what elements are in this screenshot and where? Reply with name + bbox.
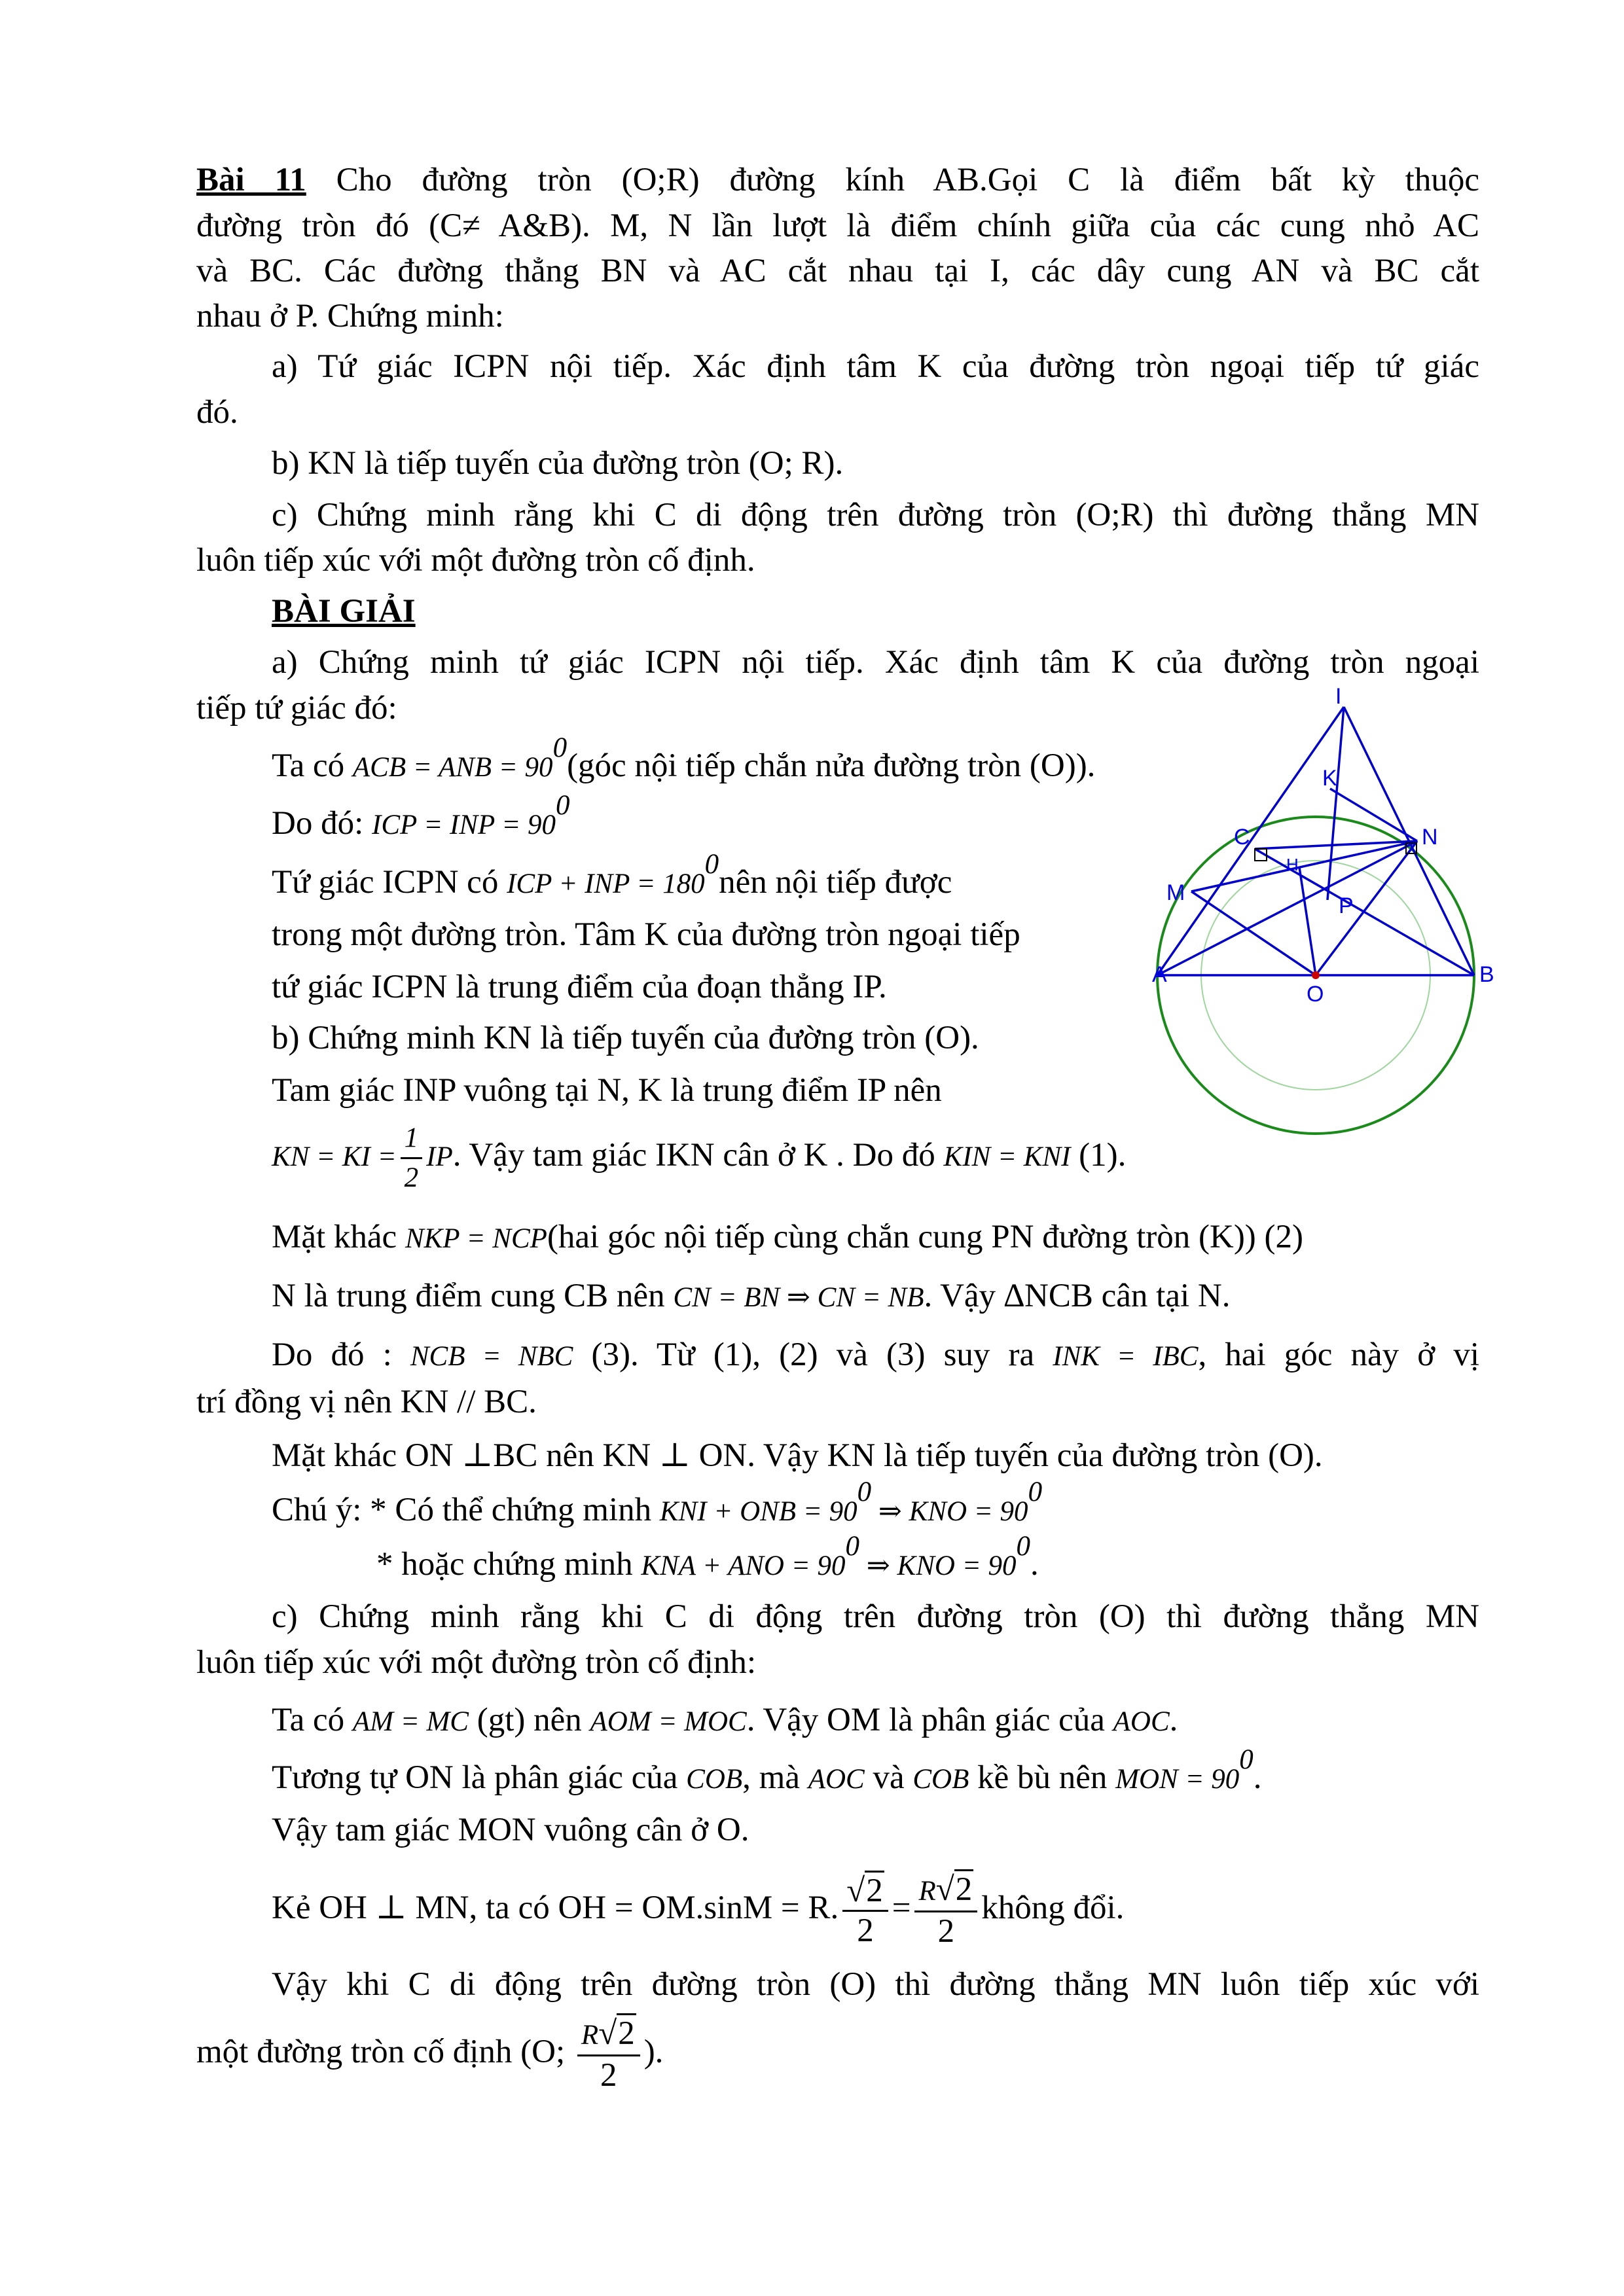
fraction-one-half: $\frac{1}{2}$ (401, 1119, 423, 1197)
step-parallel: trí đồng vị nên KN // BC. (196, 1384, 537, 1420)
step-inp: Tam giác INP vuông tại N, K là trung điểm IP nên (272, 1072, 942, 1109)
fraction-radius: $\frac{R√2}{2}$ (577, 2015, 640, 2094)
problem-line-3: và BC. Các đường thẳng BN và AC cắt nhau tại I, các dây cung AN và BC cắt (196, 253, 1479, 289)
conclusion-1: Vậy khi C di động trên đường tròn (O) thì đường thẳng MN luôn tiếp xúc với (272, 1966, 1479, 2003)
step-center: tứ giác ICPN là trung điểm của đoạn thẳng IP. (272, 969, 887, 1005)
step-on-bisector: Tương tự ON là phân giác của COB, mà AOC và COB kề bù nên MON = $90^0$. (272, 1744, 1262, 1796)
problem-line-4: nhau ở P. Chứng minh: (196, 298, 504, 334)
solution-heading (272, 592, 1479, 631)
note-2: * hoặc chứng minh KNA + ANO = $90^0$ ⇒ KNO = $90^0$. (376, 1530, 1039, 1583)
step-mon: Vậy tam giác MON vuông cân ở O. (272, 1812, 749, 1848)
part-c-heading-2: luôn tiếp xúc với một đường tròn cố định: (196, 1644, 756, 1681)
step-am-mc: Ta có AM = MC (gt) nên AOM = MOC. Vậy OM là phân giác của AOC. (272, 1702, 1178, 1738)
step-cn-bn: N là trung điểm cung CB nên CN = BN ⇒ CN = NB. Vậy ∆NCB cân tại N. (272, 1278, 1231, 1314)
problem-text: Cho đường tròn (O;R) đường kính AB.Gọi C là điểm bất kỳ thuộc (306, 162, 1479, 198)
part-a-heading-2: tiếp tứ giác đó: (196, 690, 397, 726)
problem-line-2: đường tròn đó (C≠ A&B). M, N lần lượt là điểm chính giữa của các cung nhỏ AC (196, 207, 1479, 244)
problem-title: Bài 11 (196, 162, 306, 198)
geometry-figure (1152, 681, 1492, 1126)
label-k: K (1322, 766, 1337, 791)
question-b: b) KN là tiếp tuyến của đường tròn (O; R). (272, 445, 844, 482)
step-circle: trong một đường tròn. Tâm K của đường tròn ngoại tiếp (272, 916, 1020, 953)
point-o (1312, 971, 1320, 979)
question-a-line-2: đó. (196, 394, 238, 431)
conclusion-2: một đường tròn cố định (O; $\frac{R√2}{2}$ ). (196, 2003, 1479, 2101)
step-kn-ki: KN = KI = $\frac{1}{2}$ IP. Vậy tam giác IKN cân ở K . Do đó KIN = KNI (1). (272, 1113, 1479, 1198)
label-p: P (1339, 893, 1354, 918)
label-h: H (1286, 855, 1299, 874)
step-sum: Tứ giác ICPN có ICP + INP = $180^0nên$ nội tiếp được (272, 848, 952, 901)
note-1: Chú ý: * Có thể chứng minh KNI + ONB = $90^0$ ⇒ KNO = $90^0$ (272, 1476, 1043, 1528)
step-tangent: Mặt khác ON ⊥BC nên KN ⊥ ON. Vậy KN là tiếp tuyến của đường tròn (O). (272, 1437, 1323, 1474)
label-c: C (1234, 825, 1250, 850)
step-nkp: Mặt khác NKP = NCP(hai góc nội tiếp cùng chắn cung PN đường tròn (K)) (2) (272, 1219, 1304, 1255)
label-i: I (1335, 684, 1342, 709)
step-ncb: Do đó : NCB = NBC (3). Từ (1), (2) và (3) suy ra INK = IBC, hai góc này ở vị (272, 1336, 1480, 1373)
step-oh: Kẻ OH ⊥ MN, ta có OH = OM.sinM = R. $\frac{√2}{2}$ = $\frac{R√2}{2}$ không đổi. (272, 1862, 1479, 1954)
step-icp: Do đó: ICP = INP = $90^0$ (272, 789, 570, 842)
question-a-line-1: a) Tứ giác ICPN nội tiếp. Xác định tâm K của đường tròn ngoại tiếp tứ giác (272, 348, 1479, 385)
part-c-heading-1: c) Chứng minh rằng khi C di động trên đường tròn (O) thì đường thẳng MN (272, 1598, 1479, 1635)
part-b-heading: b) Chứng minh KN là tiếp tuyến của đường tròn (O). (272, 1020, 979, 1056)
part-a-heading-1: a) Chứng minh tứ giác ICPN nội tiếp. Xác định tâm K của đường tròn ngoại (272, 644, 1479, 681)
fraction-r-sqrt2-over-2: $\frac{R√2}{2}$ (914, 1871, 977, 1950)
fraction-sqrt2-over-2: $\frac{√2}{2}$ (842, 1872, 888, 1950)
label-b: B (1479, 962, 1494, 987)
step-acb: Ta có ACB = ANB = $90^0(góc$ nội tiếp chắn nửa đường tròn (O)). (272, 732, 1096, 784)
label-o: O (1307, 982, 1324, 1007)
label-a: A (1152, 962, 1167, 987)
label-m: M (1166, 880, 1185, 905)
solution-heading-text: BÀI GIẢI (272, 593, 416, 630)
question-c-line-1: c) Chứng minh rằng khi C di động trên đường tròn (O;R) thì đường thẳng MN (272, 497, 1479, 533)
label-n: N (1422, 825, 1438, 850)
problem-line-1 (196, 160, 1479, 200)
question-c-line-2: luôn tiếp xúc với một đường tròn cố định. (196, 542, 755, 579)
